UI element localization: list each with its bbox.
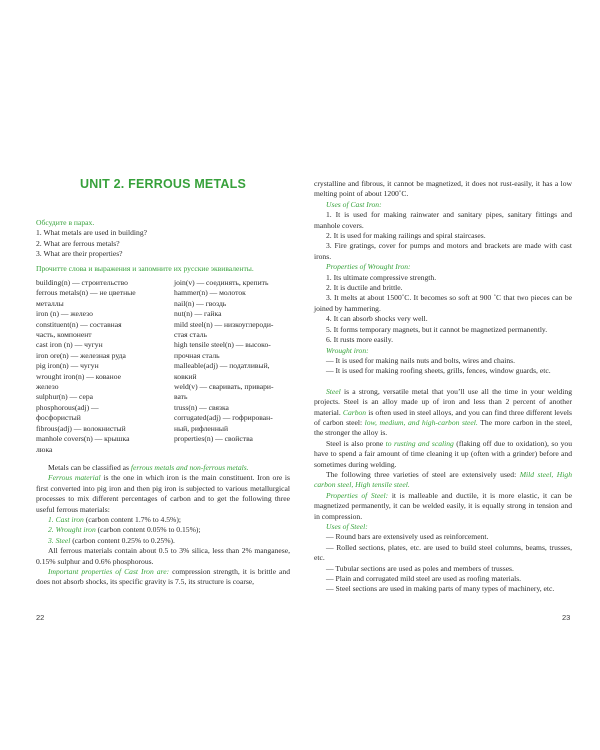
list-item: — Plain and corrugated mild steel are used as roofing materials. — [326, 574, 522, 584]
text-run: The more carbon in the steel, the stronger the alloy is. — [314, 417, 572, 438]
task1-heading: Обсудите в парах. — [36, 218, 95, 227]
text-run: it is malleable and ductile, it is more elastic, it can be magnetized permanently, it can be welded easily, it is equally strong in tension and in compression. — [314, 490, 572, 521]
vocab-line: manhole covers(n) — крышка — [36, 434, 130, 444]
list-number: 3. — [48, 535, 56, 545]
vocabulary-list — [36, 278, 290, 455]
list-item: — It is used for making roofing sheets, grills, fences, window guards, etc. — [326, 366, 551, 376]
list-item — [36, 525, 290, 535]
text-run: The following three varieties of steel are extensively used: — [326, 469, 520, 479]
emphasis: Ferrous material — [48, 473, 101, 483]
list-item: — Steel sections are used in making parts of many types of machinery, etc. — [326, 584, 555, 594]
vocab-line: weld(v) — сваривать, привари- — [174, 382, 274, 392]
list-item — [36, 536, 290, 546]
vocab-line: ковкий — [174, 371, 197, 381]
vocab-line: железо — [36, 382, 59, 392]
emphasis: Steel — [55, 535, 71, 545]
left-body-text — [36, 463, 290, 588]
list-item — [36, 515, 290, 525]
question-item: 1. What metals are used in building? — [36, 228, 147, 238]
list-item: — Rolled sections, plates, etc. are used to build steel columns, beams, trusses, etc. — [314, 542, 572, 563]
emphasis: ferrous metals and non-ferrous metals. — [130, 463, 249, 472]
emphasis: Steel — [326, 386, 341, 396]
section-heading: Uses of Steel: — [326, 522, 368, 531]
vocab-line: nut(n) — гайка — [174, 309, 222, 319]
vocab-line: constituent(n) — составная — [36, 319, 122, 329]
list-item: 3. Fire gratings, cover for pumps and motors and brackets are made with cast irons. — [314, 241, 572, 261]
vocab-line: ferrous metals(n) — не цветные — [36, 288, 136, 298]
vocab-line: high tensile steel(n) — высоко- — [174, 340, 271, 350]
page-number-right: 23 — [562, 613, 571, 622]
list-item: 4. It can absorb shocks very well. — [326, 314, 428, 324]
question-item: 3. What are their properties? — [36, 249, 123, 259]
list-item: 3. It melts at about 1500˚C. It becomes so soft at 900 ˚C that two pieces can be joined by hammering. — [314, 293, 572, 313]
paragraph — [36, 473, 290, 515]
text-run: (carbon content 1.7% to 4.5%); — [83, 515, 182, 525]
vocab-line: cast iron (n) — чугун — [36, 340, 103, 350]
list-item: — Tubular sections are used as poles and members of trusses. — [326, 563, 514, 573]
list-item: 2. It is ductile and brittle. — [326, 283, 403, 293]
list-item: 6. It rusts more easily. — [326, 335, 393, 345]
list-item: 1. Its ultimate compressive strength. — [326, 272, 437, 282]
list-item: 1. It is used for making rainwater and sanitary pipes, sanitary fittings and manhole covers. — [314, 210, 572, 230]
paragraph — [36, 463, 290, 473]
text-run: Steel is also prone — [326, 438, 386, 448]
unit-title: UNIT 2. FERROUS METALS — [80, 177, 246, 191]
emphasis: low, medium, and high-carbon steel. — [364, 417, 478, 427]
paragraph: All ferrous materials contain about 0.5 to 3% silica, less than 2% manganese, 0.15% sulphur and 0.6% phosphorous. — [36, 546, 290, 566]
list-number: 1. — [48, 515, 56, 525]
vocab-line: вать — [174, 392, 188, 402]
vocab-line: ный, рифленный — [174, 423, 229, 433]
discussion-task — [36, 218, 290, 274]
text-run: compression strength, it is brittle and does not absorb shocks, its specific gravity is 7.5, its structure is coarse, — [36, 567, 290, 587]
vocab-line: фосфористый — [36, 413, 81, 423]
vocab-line: corrugated(adj) — гофрирован- — [174, 413, 273, 423]
vocab-line: properties(n) — свойства — [174, 434, 253, 444]
page-number-left: 22 — [36, 613, 45, 622]
section-heading: Uses of Cast Iron: — [326, 199, 382, 209]
paragraph — [36, 567, 290, 588]
vocabulary-column-2 — [174, 278, 290, 455]
list-item: 5. It forms temporary magnets, but it cannot be magnetized permanently. — [326, 324, 548, 334]
list-item: — Round bars are extensively used as reinforcement. — [326, 532, 489, 542]
spacer — [314, 377, 572, 387]
vocab-line: building(n) — строительство — [36, 278, 128, 287]
vocab-line: phosphorous(adj) — — [36, 402, 99, 412]
text-run: (carbon content 0.05% to 0.15%); — [95, 525, 201, 535]
list-item: — It is used for making nails nuts and bolts, wires and chains. — [326, 355, 515, 365]
vocab-line: malleable(adj) — податливый, — [174, 361, 270, 371]
vocab-line: часть, компонент — [36, 330, 92, 340]
vocab-line: металлы — [36, 298, 64, 308]
vocab-line: sulphur(n) — сера — [36, 392, 94, 402]
question-item: 2. What are ferrous metals? — [36, 238, 120, 248]
right-body-text — [314, 179, 572, 595]
emphasis: Properties of Steel: — [326, 490, 389, 500]
text-run: Metals can be classified as — [48, 463, 131, 472]
text-run: (carbon content 0.25% to 0.25%). — [70, 535, 175, 545]
section-heading: Wrought iron: — [326, 345, 369, 355]
vocab-line: fibrous(adj) — волокнистый — [36, 423, 126, 433]
vocab-line: join(v) — соединять, крепить — [174, 278, 269, 287]
list-number: 2. — [48, 525, 56, 535]
paragraph — [314, 439, 572, 470]
vocab-line: nail(n) — гвоздь — [174, 298, 227, 308]
vocabulary-column-1 — [36, 278, 174, 455]
vocab-line: люка — [36, 444, 53, 454]
emphasis: Important properties of Cast Iron are: — [48, 567, 170, 577]
paragraph — [314, 470, 572, 491]
vocab-line: hammer(n) — молоток — [174, 288, 246, 298]
vocab-line: iron ore(n) — железная руда — [36, 350, 126, 360]
vocab-line: iron (n) — железо — [36, 309, 93, 319]
text-run: is a strong, versatile metal that you’ll use all the time in your welding projects. Steel is an alloy made up of iron and less than 2 percent of another material. — [314, 386, 572, 417]
text-run: is often used in steel alloys, and you can find three different levels of carbon steel: — [314, 407, 572, 427]
emphasis: Mild steel, High carbon steel, High tensile steel. — [314, 469, 572, 490]
right-page — [300, 0, 600, 750]
text-run: is the one in which iron is the main constituent. Iron ore is first converted into pig iron and then pig iron is subjected to various metallurgical processes to mix different percentages of carbon and to get the following three useful ferrous materials: — [36, 473, 291, 514]
vocab-line: wrought iron(n) — кованое — [36, 371, 121, 381]
vocab-line: truss(n) — связка — [174, 402, 229, 412]
list-item: 2. It is used for making railings and spiral staircases. — [326, 231, 486, 241]
emphasis: Carbon — [342, 407, 367, 417]
emphasis: to rusting and scaling — [385, 438, 454, 448]
vocab-line: mild steel(n) — низкоуглероди- — [174, 319, 274, 329]
emphasis: Wrought iron — [55, 525, 96, 535]
paragraph — [314, 491, 572, 522]
paragraph — [314, 387, 572, 439]
vocab-line: стая сталь — [174, 330, 208, 340]
section-heading: Properties of Wrought Iron: — [326, 262, 411, 272]
emphasis: Cast iron — [55, 515, 84, 525]
vocab-line: pig iron(n) — чугун — [36, 361, 99, 371]
vocab-line: прочная сталь — [174, 350, 220, 360]
paragraph: crystalline and fibrous, it cannot be magnetized, it does not rust-easily, it has a low melting point of about 1200˚C. — [314, 179, 572, 199]
text-run: (flaking off due to oxidation), so you have to spend a fair amount of time cleaning it up (often with a grinder) before and sometimes during welding. — [314, 438, 572, 469]
task2-heading: Прочитте слова и выражения и запомните их русские эквиваленты. — [36, 263, 254, 273]
